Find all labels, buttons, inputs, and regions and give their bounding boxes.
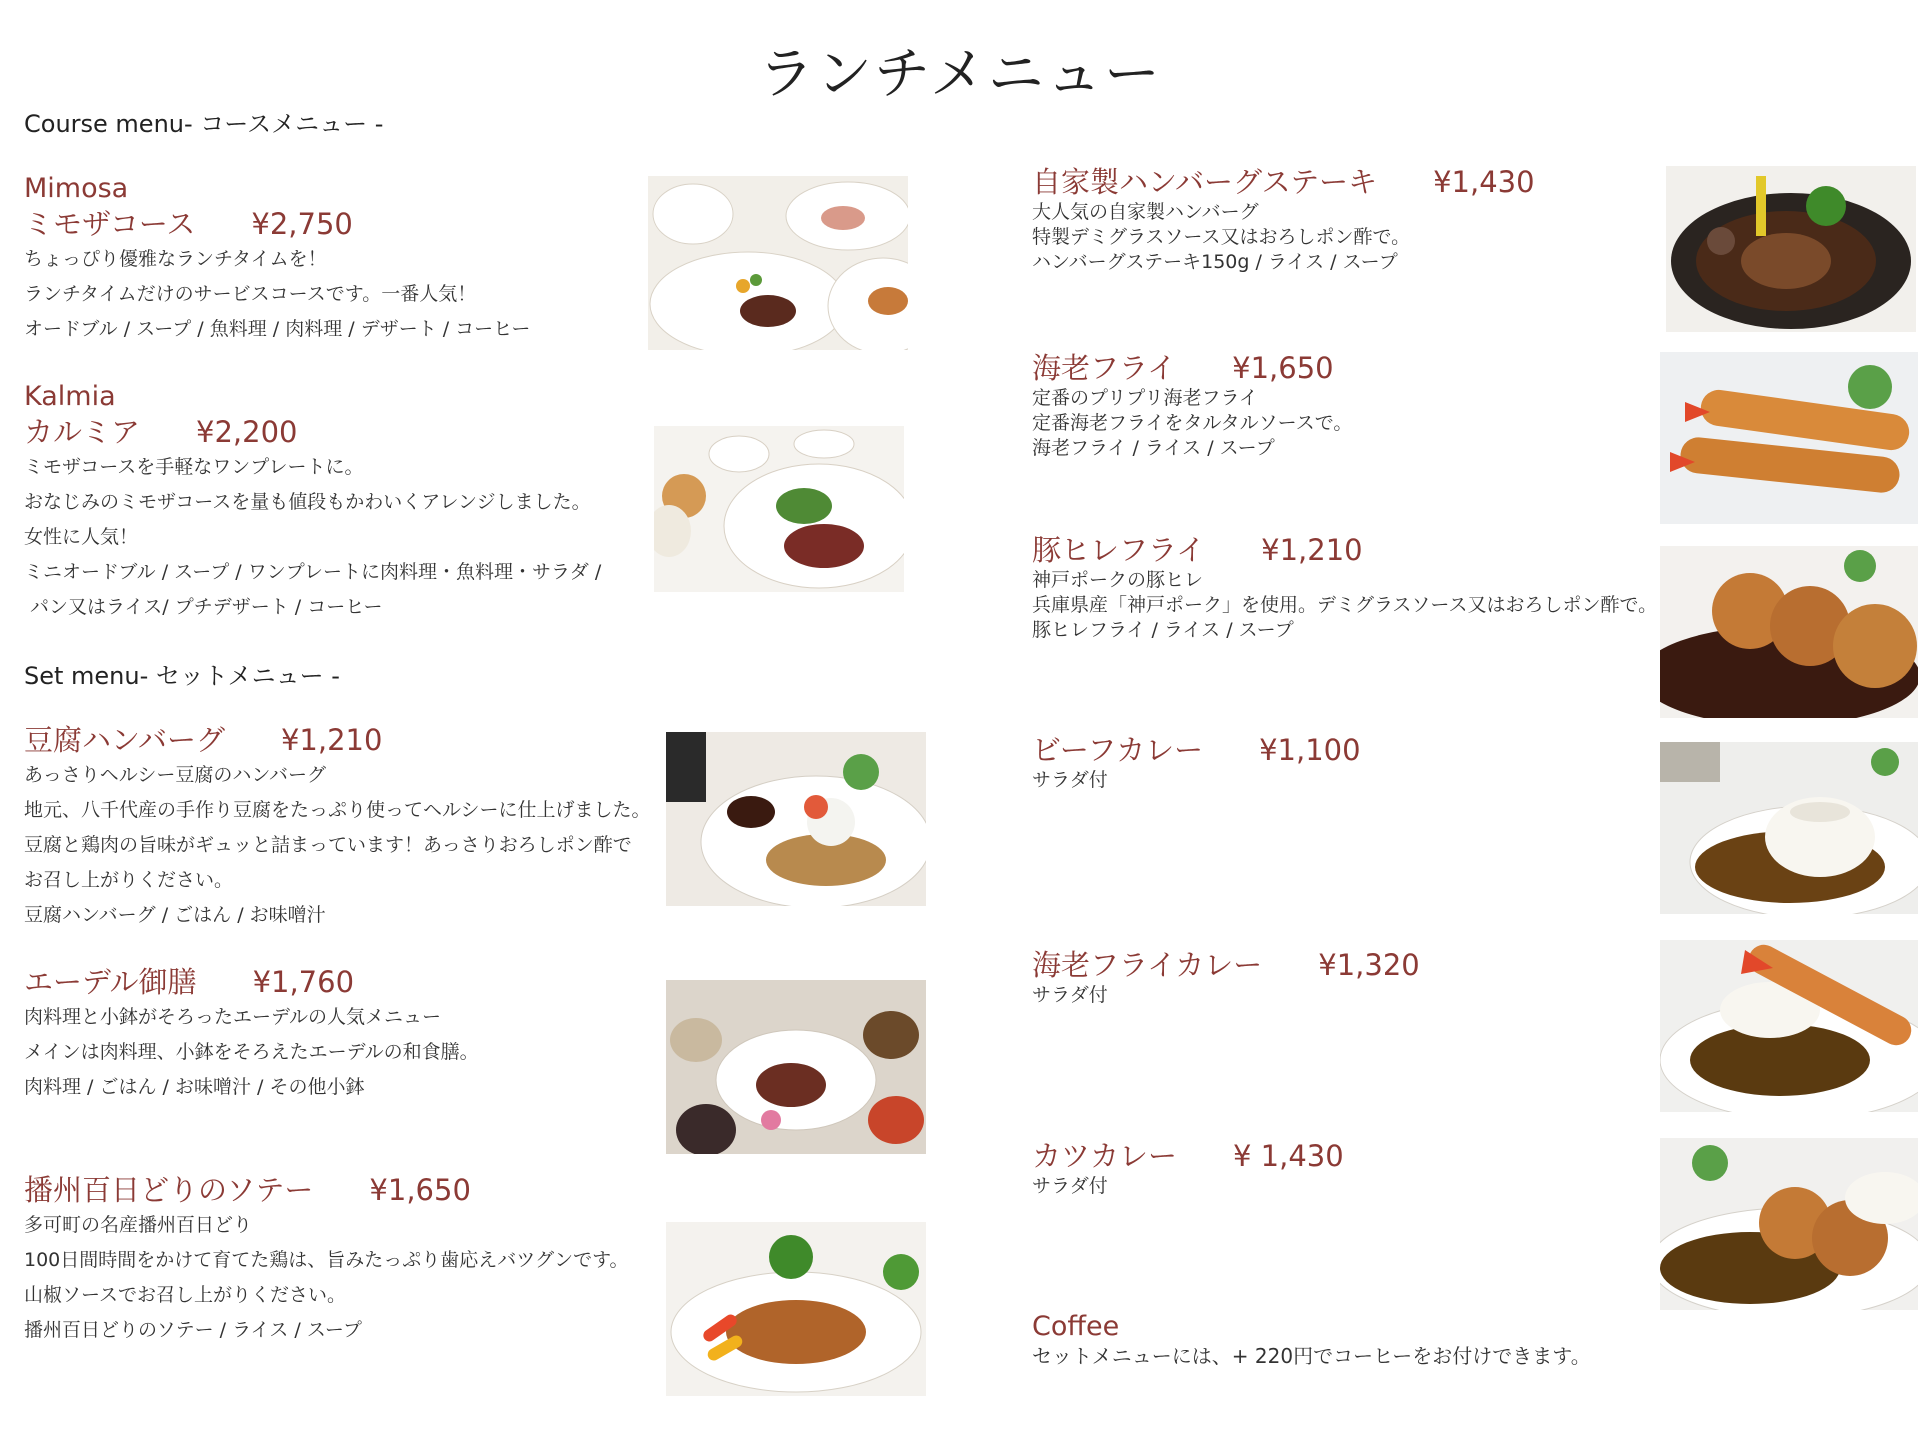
item-name-row bbox=[24, 1172, 629, 1208]
ebi-fry-photo bbox=[1660, 352, 1918, 524]
item-price: ¥1,210 bbox=[1261, 533, 1363, 567]
item-price: ¥2,750 bbox=[251, 207, 353, 241]
item-name-row bbox=[24, 722, 651, 758]
item-description-line: パン又はライス/ プチデザート / コーヒー bbox=[24, 596, 383, 618]
item-description-line: 海老フライ / ライス / スープ bbox=[1032, 437, 1275, 459]
item-name: カツカレー bbox=[1032, 1139, 1178, 1173]
tofu-hamburg-photo bbox=[666, 732, 926, 906]
item-name-row bbox=[1032, 732, 1361, 768]
item-description-line: ハンバーグステーキ150g / ライス / スープ bbox=[1032, 251, 1398, 273]
item-description-line: 播州百日どりのソテー / ライス / スープ bbox=[24, 1319, 362, 1341]
hamburg-steak-photo bbox=[1666, 166, 1916, 332]
menu-item-tofu-hamburg bbox=[24, 722, 651, 933]
item-price: ¥1,650 bbox=[369, 1173, 471, 1207]
item-price: ¥1,320 bbox=[1318, 948, 1420, 982]
menu-item-mimosa bbox=[24, 172, 530, 347]
banshu-chicken-photo bbox=[666, 1222, 926, 1396]
item-name-en: Kalmia bbox=[24, 381, 116, 412]
pork-fillet-fry-photo bbox=[1660, 546, 1918, 718]
item-description-line: オードブル / スープ / 魚料理 / 肉料理 / デザート / コーヒー bbox=[24, 318, 531, 340]
item-name: 豚ヒレフライ bbox=[1032, 533, 1206, 567]
item-price: ¥1,650 bbox=[1232, 351, 1334, 385]
item-price: ¥1,760 bbox=[252, 965, 355, 999]
item-description-line: 地元、八千代産の手作り豆腐をたっぷり使ってヘルシーに仕上げました。 bbox=[24, 799, 651, 821]
menu-item-ebi-fry-curry bbox=[1032, 947, 1420, 1008]
menu-item-kalmia bbox=[24, 380, 601, 625]
item-name-row bbox=[24, 414, 601, 450]
item-description-line: 豚ヒレフライ / ライス / スープ bbox=[1032, 619, 1294, 641]
item-description-line: メインは肉料理、小鉢をそろえたエーデルの和食膳。 bbox=[24, 1041, 479, 1063]
menu-item-ebi-fry bbox=[1032, 350, 1352, 461]
item-price: ¥1,430 bbox=[1433, 165, 1535, 199]
item-description-line: 女性に人気！ bbox=[24, 526, 139, 548]
mimosa-course-photo bbox=[648, 176, 908, 350]
edel-gozen-photo bbox=[666, 980, 926, 1154]
coffee-title: Coffee bbox=[1032, 1311, 1120, 1342]
item-description-line: 多可町の名産播州百日どり bbox=[24, 1214, 253, 1236]
item-name: 海老フライ bbox=[1032, 351, 1177, 385]
set-menu-heading: Set menu- セットメニュー - bbox=[24, 662, 340, 690]
item-name: カルミア bbox=[24, 415, 141, 449]
item-price: ¥1,100 bbox=[1259, 733, 1361, 767]
beef-curry-photo bbox=[1660, 742, 1918, 914]
menu-item-katsu-curry bbox=[1032, 1138, 1344, 1199]
item-name-row bbox=[1032, 350, 1352, 386]
item-description-line: 豆腐と鶏肉の旨味がギュッと詰まっています！あっさりおろしポン酢で bbox=[24, 834, 632, 856]
item-description-line: 定番海老フライをタルタルソースで。 bbox=[1032, 412, 1353, 434]
item-price: ¥2,200 bbox=[196, 415, 298, 449]
katsu-curry-photo bbox=[1660, 1138, 1918, 1310]
menu-item-pork-fillet-fry bbox=[1032, 532, 1657, 643]
menu-item-hamburg-steak bbox=[1032, 164, 1535, 275]
menu-item-banshu-chicken bbox=[24, 1172, 629, 1348]
item-description-line: 定番のプリプリ海老フライ bbox=[1032, 387, 1258, 409]
item-name-row bbox=[24, 964, 479, 1000]
item-name: 自家製ハンバーグステーキ bbox=[1032, 165, 1378, 199]
item-description-line: おなじみのミモザコースを量も値段もかわいくアレンジしました。 bbox=[24, 491, 591, 513]
item-description-line: 肉料理と小鉢がそろったエーデルの人気メニュー bbox=[24, 1006, 442, 1028]
item-name: 播州百日どりのソテー bbox=[24, 1173, 314, 1207]
item-name-row bbox=[1032, 532, 1657, 568]
item-name-row bbox=[1032, 1138, 1344, 1174]
item-description-line: 神戸ポークの豚ヒレ bbox=[1032, 569, 1204, 591]
item-description-line: サラダ付 bbox=[1032, 769, 1108, 791]
item-name: ミモザコース bbox=[24, 207, 196, 241]
item-description-line: ミニオードブル / スープ / ワンプレートに肉料理・魚料理・サラダ / bbox=[24, 561, 602, 583]
page-title: ランチメニュー bbox=[758, 42, 1162, 107]
item-name: エーデル御膳 bbox=[24, 965, 197, 999]
item-description-line: 100日間時間をかけて育てた鶏は、旨みたっぷり歯応えバツグンです。 bbox=[24, 1249, 629, 1271]
item-name-en: Mimosa bbox=[24, 173, 129, 204]
item-name-row bbox=[1032, 947, 1420, 983]
item-price: ¥ 1,430 bbox=[1233, 1139, 1344, 1173]
item-description-line: お召し上がりください。 bbox=[24, 869, 234, 891]
item-description-line: 兵庫県産「神戸ポーク」を使用。デミグラスソース又はおろしポン酢で。 bbox=[1032, 594, 1658, 616]
item-description-line: ランチタイムだけのサービスコースです。一番人気！ bbox=[24, 283, 477, 305]
item-name: 海老フライカレー bbox=[1032, 948, 1263, 982]
coffee-note bbox=[1032, 1310, 1591, 1369]
coffee-text: セットメニューには、+ 220円でコーヒーをお付けできます。 bbox=[1032, 1344, 1591, 1368]
kalmia-course-photo bbox=[654, 426, 904, 592]
item-description-line: 山椒ソースでお召し上がりください。 bbox=[24, 1284, 347, 1306]
item-name-row bbox=[1032, 164, 1535, 200]
item-name: 豆腐ハンバーグ bbox=[24, 723, 225, 757]
item-name: ビーフカレー bbox=[1032, 733, 1204, 767]
item-description-line: ミモザコースを手軽なワンプレートに。 bbox=[24, 456, 364, 478]
item-description-line: 肉料理 / ごはん / お味噌汁 / その他小鉢 bbox=[24, 1076, 365, 1098]
item-description-line: 豆腐ハンバーグ / ごはん / お味噌汁 bbox=[24, 904, 326, 926]
item-description-line: 特製デミグラスソース又はおろしポン酢で。 bbox=[1032, 226, 1411, 248]
item-description-line: あっさりヘルシー豆腐のハンバーグ bbox=[24, 764, 327, 786]
ebi-fry-curry-photo bbox=[1660, 940, 1918, 1112]
item-description-line: ちょっぴり優雅なランチタイムを！ bbox=[24, 248, 327, 270]
item-description-line: 大人気の自家製ハンバーグ bbox=[1032, 201, 1259, 223]
menu-item-edel-gozen bbox=[24, 964, 479, 1105]
item-description-line: サラダ付 bbox=[1032, 1175, 1108, 1197]
course-menu-heading: Course menu- コースメニュー - bbox=[24, 110, 384, 138]
item-description-line: サラダ付 bbox=[1032, 984, 1108, 1006]
item-name-row bbox=[24, 206, 530, 242]
item-price: ¥1,210 bbox=[280, 723, 383, 757]
menu-item-beef-curry bbox=[1032, 732, 1361, 793]
